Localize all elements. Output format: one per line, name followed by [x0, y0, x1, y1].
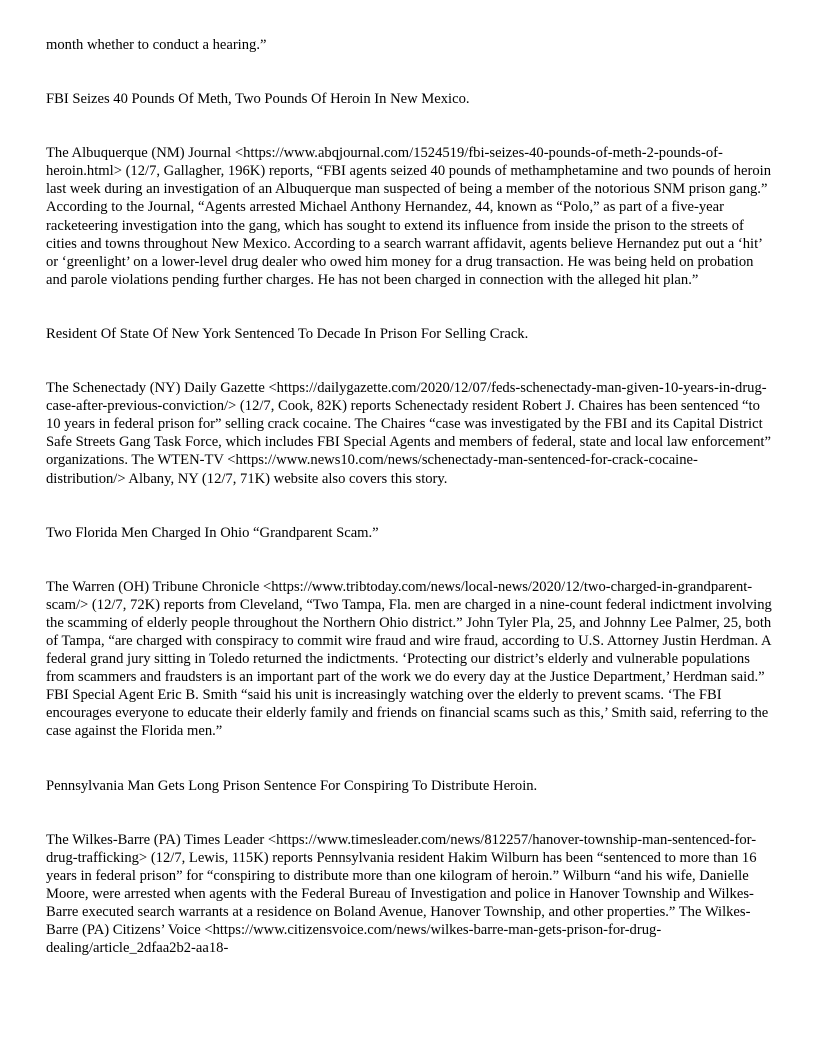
story-1-headline: FBI Seizes 40 Pounds Of Meth, Two Pounds Of Heroin In New Mexico. — [46, 91, 470, 108]
story-4-headline: Pennsylvania Man Gets Long Prison Sentence For Conspiring To Distribute Heroin. — [46, 777, 538, 794]
document-page — [46, 36, 774, 993]
story-3-body: The Warren (OH) Tribune Chronicle <https://www.tribtoday.com/news/local-news/2020/12/two-charged-in-grandparent-scam/> (12/7, 72K) reports from Cleveland, “Two Tampa, Fla. men are charged in a nine-count federal indictment involving the scamming of elderly people throughout the Northern Ohio district.” John Tyler Pla, 25, and Johnny Lee Palmer, 25, both of Tampa, “are charged with conspiracy to commit wire fraud and wire fraud, according to U.S. Attorney Justin Herdman. A federal grand jury sitting in Toledo returned the indictments. ‘Protecting our district’s elderly and vulnerable populations from scammers and fraudsters is an important part of the work we do every day at the Justice Department,’ Herdman said.” FBI Special Agent Eric B. Smith “said his unit is increasingly watching over the elderly to prevent scams. ‘The FBI encourages everyone to educate their elderly family and friends on financial scams such as this,’ Smith said, referring to the case against the Florida men.” — [46, 578, 772, 740]
story-2-headline: Resident Of State Of New York Sentenced To Decade In Prison For Selling Crack. — [46, 325, 529, 342]
story-3-headline: Two Florida Men Charged In Ohio “Grandparent Scam.” — [46, 524, 379, 541]
story-4-body: The Wilkes-Barre (PA) Times Leader <https://www.timesleader.com/news/812257/hanover-township-man-sentenced-for-drug-trafficking> (12/7, Lewis, 115K) reports Pennsylvania resident Hakim Wilburn has been “sentenced to more than 16 years in federal prison” for “conspiring to distribute more than one kilogram of heroin.” Wilburn “and his wife, Danielle Moore, were arrested when agents with the Federal Bureau of Investigation and police in Hanover Township and Wilkes-Barre executed search warrants at a residence on Boland Avenue, Hanover Township, and other properties.” The Wilkes-Barre (PA) Citizens’ Voice <https://www.citizensvoice.com/news/wilkes-barre-man-gets-prison-for-drug-dealing/article_2dfaa2b2-aa18- — [46, 831, 757, 957]
story-1-body: The Albuquerque (NM) Journal <https://www.abqjournal.com/1524519/fbi-seizes-40-pounds-of-meth-2-pounds-of-heroin.html> (12/7, Gallagher, 196K) reports, “FBI agents seized 40 pounds of methamphetamine and two pounds of heroin last week during an investigation of an Albuquerque man suspected of being a member of the notorious SNM prison gang.” According to the Journal, “Agents arrested Michael Anthony Hernandez, 44, known as “Polo,” as part of a five-year racketeering investigation into the gang, which has sought to extend its influence from inside the prison to the streets of cities and towns throughout New Mexico. According to a search warrant affidavit, agents believe Hernandez put out a ‘hit’ or ‘greenlight’ on a lower-level drug dealer who owed him money for a drug transaction. He was being held on probation and parole violations pending further charges. He has not been charged in connection with the alleged hit plan.” — [46, 145, 772, 288]
story-2-body: The Schenectady (NY) Daily Gazette <https://dailygazette.com/2020/12/07/feds-schenectady-man-given-10-years-in-drug-case-after-previous-conviction/> (12/7, Cook, 82K) reports Schenectady resident Robert J. Chaires has been sentenced “to 10 years in federal prison for” selling crack cocaine. The Chaires “case was investigated by the FBI and its Capital District Safe Streets Gang Task Force, which includes FBI Special Agents and members of federal, state and local law enforcement” organizations. The WTEN-TV <https://www.news10.com/news/schenectady-man-sentenced-for-crack-cocaine-distribution/> Albany, NY (12/7, 71K) website also covers this story. — [46, 380, 771, 487]
lead-fragment: month whether to conduct a hearing.” — [46, 37, 267, 53]
